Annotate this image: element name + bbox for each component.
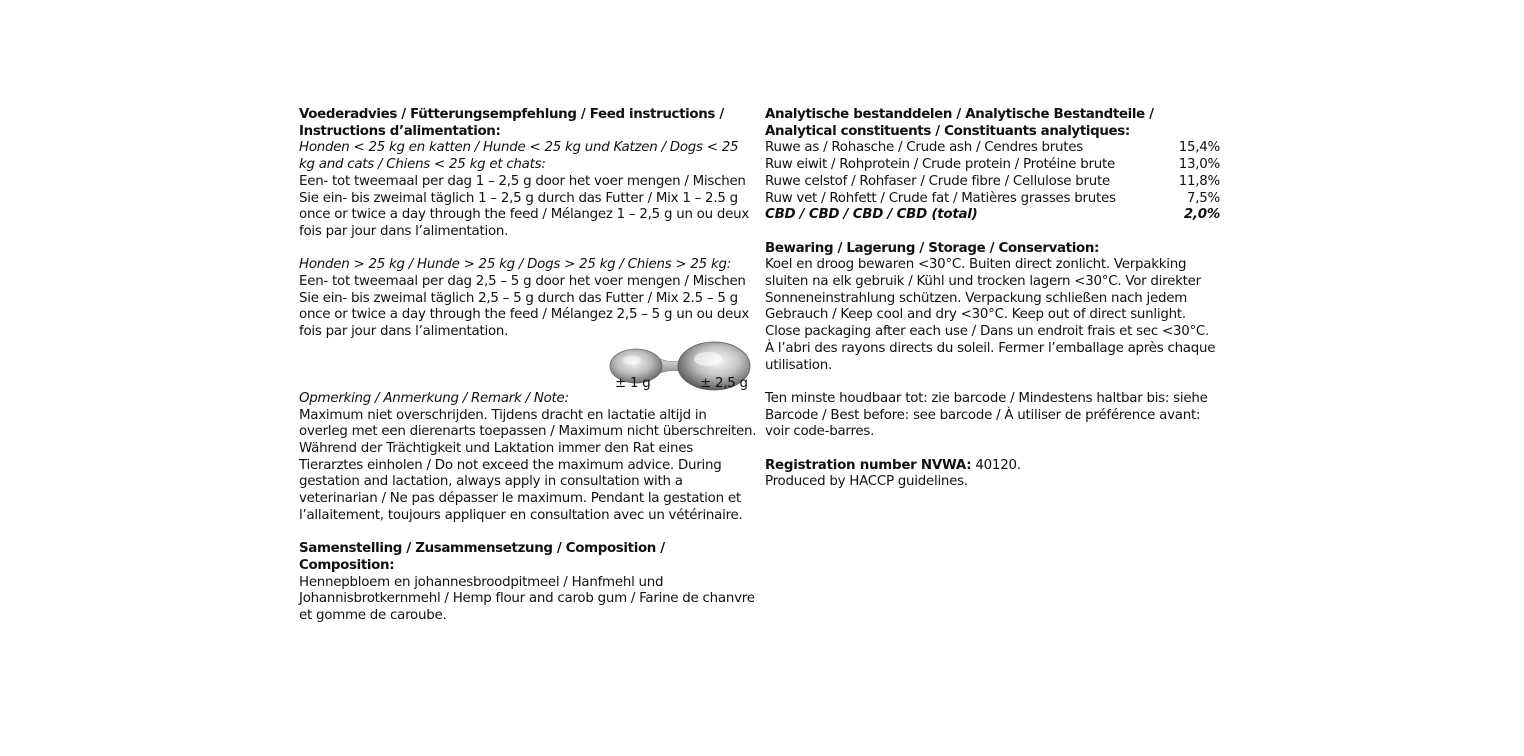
measuring-spoon-figure [299, 341, 757, 391]
small-dogs-label: Honden < 25 kg en katten / Hunde < 25 kg und Katzen / Dogs < 25 kg and cats / Chiens < 25 kg et chats: [299, 140, 739, 173]
analytical-row [765, 140, 1220, 157]
analytical-row [765, 174, 1220, 191]
produced-text: Produced by HACCP guidelines. [765, 474, 968, 490]
analytical-row-cbd [765, 207, 1220, 224]
right-column [765, 107, 1220, 491]
analytical-row-label: Ruwe as / Rohasche / Crude ash / Cendres brutes [765, 140, 1084, 156]
spacer [299, 241, 757, 258]
registration-line [765, 458, 1220, 475]
composition-text: Hennepbloem en johannesbroodpitmeel / Hanfmehl und Johannisbrotkernmehl / Hemp flour and carob gum / Farine de chanvre et gomme de caroube. [299, 574, 755, 623]
spacer [765, 441, 1220, 458]
remark-label: Opmerking / Anmerkung / Remark / Note: [299, 390, 569, 406]
analytical-row-label: Ruwe celstof / Rohfaser / Crude fibre / Cellulose brute [765, 173, 1111, 189]
registration-label: Registration number NVWA: [765, 457, 972, 473]
analytical-row-value: 15,4% [1178, 140, 1220, 156]
analytical-row [765, 191, 1220, 208]
spacer [765, 374, 1220, 391]
feed-instructions-heading: Voederadvies / Fütterungsempfehlung / Feed instructions / Instructions d’alimentation: [299, 107, 724, 139]
large-dogs-text: Een- tot tweemaal per dag 2,5 – 5 g door het voer mengen / Mischen Sie ein- bis zweimal täglich 2,5 – 5 g durch das Futter / Mix 2.5 – 5 g once or twice a day through the feed / Mélangez 2,5 – 5 g un ou deux fois par jour dans l’alimentation. [299, 274, 750, 340]
remark-text: Maximum niet overschrijden. Tijdens dracht en lactatie altijd in overleg met een dierenarts toepassen / Maximum nicht überschreiten. Während der Trächtigkeit und Laktation immer den Rat eines Tierarztes einholen / Do not exceed the maximum advice. During gestation and lactation, always apply in consultation with a veterinarian / Ne pas dépasser le maximum. Pendant la gestation et l’allaitement, toujours appliquer en consultation avec un vétérinaire. [299, 407, 757, 523]
storage-heading: Bewaring / Lagerung / Storage / Conservation: [765, 240, 1100, 256]
analytical-row-value: 13,0% [1178, 157, 1220, 173]
small-dogs-text: Een- tot tweemaal per dag 1 – 2,5 g door het voer mengen / Mischen Sie ein- bis zweimal täglich 1 – 2,5 g durch das Futter / Mix 1 – 2.5 g once or twice a day through the feed / Mélangez 1 – 2,5 g un ou deux fois par jour dans l’alimentation. [299, 173, 750, 239]
analytical-row-label: Ruw vet / Rohfett / Crude fat / Matières grasses brutes [765, 190, 1116, 206]
large-dogs-label: Honden > 25 kg / Hunde > 25 kg / Dogs > 25 kg / Chiens > 25 kg: [299, 257, 731, 273]
analytical-row [765, 157, 1220, 174]
storage-text: Koel en droog bewaren <30°C. Buiten direct zonlicht. Verpakking sluiten na elk gebruik / Kühl und trocken lagern <30°C. Vor direkter Sonneneinstrahlung schützen. Verpackung schließen nach jedem Gebrauch / Keep cool and dry <30°C. Keep out of direct sunlight. Close packaging after each use / Dans un endroit frais et sec <30°C. À l’abri des rayons directs du soleil. Fermer l’emballage après chaque utilisation. [765, 257, 1216, 373]
small-spoon-label: ± 1 g [615, 375, 651, 391]
analytical-row-label: CBD / CBD / CBD / CBD (total) [765, 207, 978, 223]
analytical-row-value: 2,0% [1183, 207, 1220, 223]
spacer [765, 224, 1220, 241]
spacer [299, 524, 757, 541]
analytical-row-label: Ruw eiwit / Rohprotein / Crude protein / Protéine brute [765, 157, 1115, 173]
large-spoon-label: ± 2,5 g [700, 375, 748, 391]
analytical-row-value: 7,5% [1186, 190, 1220, 206]
analytical-row-value: 11,8% [1178, 173, 1220, 189]
left-column [299, 107, 757, 625]
registration-number: 40120. [975, 457, 1021, 473]
analytical-heading: Analytische bestanddelen / Analytische Bestandteile / Analytical constituents / Constituants analytiques: [765, 107, 1154, 139]
best-before-text: Ten minste houdbaar tot: zie barcode / Mindestens haltbar bis: siehe Barcode / Best before: see barcode / À utiliser de préférence avant: voir code-barres. [765, 390, 1208, 440]
composition-heading: Samenstelling / Zusammensetzung / Composition / Composition: [299, 541, 665, 573]
